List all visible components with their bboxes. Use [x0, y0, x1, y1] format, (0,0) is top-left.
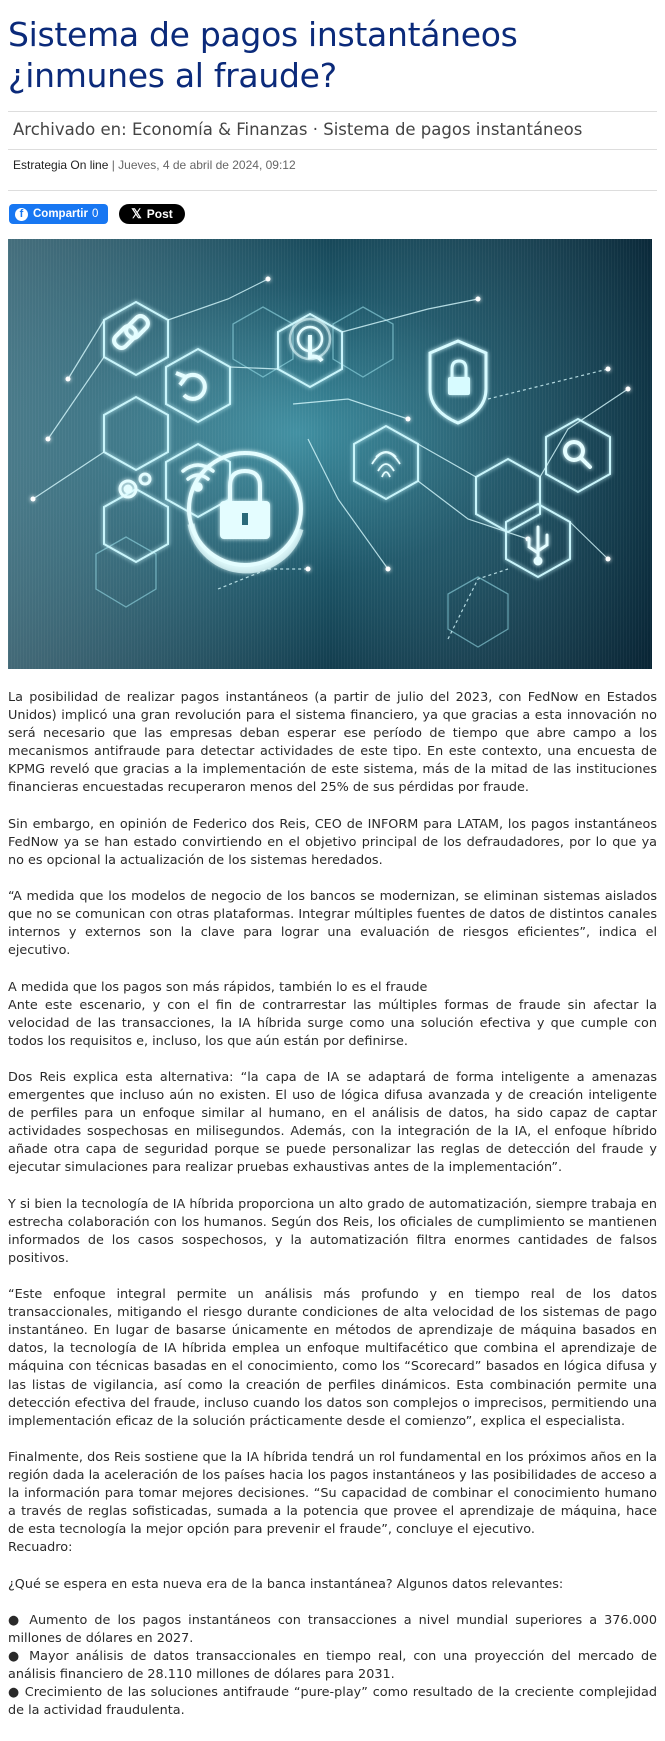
paragraph-4: Ante este escenario, y con el fin de contrarrestar las múltiples formas de fraude sin afectar la velocidad de las transacciones, la IA híbrida surge como una solución efectiva y que cumple con todos los requisitos e, incluso, los que aún están por definirse.: [8, 997, 657, 1049]
author-link[interactable]: Estrategia On line: [13, 158, 109, 172]
box-label: Recuadro:: [8, 1540, 73, 1556]
x-icon: 𝕏: [131, 206, 142, 221]
paragraph-6: Y si bien la tecnología de IA híbrida proporciona un alto grado de automatización, siempre trabaja en estrecha colaboración con los humanos. Según dos Reis, los oficiales de cumplimiento se mantienen informados de los casos sospechosos, y la automatización filtra enormes cantidades de falsos positivos.: [8, 1196, 657, 1266]
share-bar: [8, 191, 657, 239]
facebook-share-button[interactable]: [9, 204, 108, 224]
filed-under: [8, 111, 657, 150]
paragraph-8: Finalmente, dos Reis sostiene que la IA híbrida tendrá un rol fundamental en los próximos años en la región dada la aceleración de los países hacia los pagos instantáneos y las posibilidades de acceso a la información para tomar mejores decisiones. “Su capacidad de combinar el conocimiento humano a través de reglas sofisticadas, sumada a la potencia que provee el aprendizaje de máquina, hace de esta tecnología la mejor opción para prevenir el fraude”, concluye el ejecutivo.: [8, 1449, 657, 1538]
filed-prefix: Archivado en:: [13, 120, 127, 139]
section-heading: A medida que los pagos son más rápidos, también lo es el fraude: [8, 979, 428, 995]
x-post-label: Post: [146, 207, 173, 221]
filed-separator: ·: [312, 120, 318, 139]
facebook-share-label: Compartir: [33, 208, 88, 220]
filed-category-link[interactable]: Economía & Finanzas: [131, 120, 308, 139]
hero-image: [8, 239, 652, 669]
box-intro: ¿Qué se espera en esta nueva era de la banca instantánea? Algunos datos relevantes:: [8, 1576, 564, 1592]
article: [8, 0, 657, 1720]
list-item: ● Crecimiento de las soluciones antifraude “pure-play” como resultado de la creciente complejidad de la actividad fraudulenta.: [8, 1685, 657, 1719]
paragraph-2: Sin embargo, en opinión de Federico dos Reis, CEO de INFORM para LATAM, los pagos instantáneos FedNow ya se han estado convirtiendo en el objetivo principal de los defraudadores, por lo que ya no es opcional la actualización de los sistemas heredados.: [8, 816, 657, 868]
paragraph-1: La posibilidad de realizar pagos instantáneos (a partir de julio del 2023, con FedNow en Estados Unidos) implicó una gran revolución para el sistema financiero, ya que gracias a esta innovación no será necesario que las empresas deban esperar ese período de tiempo que abre campo a los mecanismos antifraude para detectar actividades de este tipo. En este contexto, una encuesta de KPMG reveló que gracias a la implementación de este sistema, más de la mitad de las instituciones financieras encuestadas recuperaron menos del 25% de sus pérdidas por fraude.: [8, 690, 657, 796]
facebook-icon: f: [15, 208, 28, 221]
filed-tag-link[interactable]: Sistema de pagos instantáneos: [323, 120, 583, 139]
page-title: Sistema de pagos instantáneos ¿inmunes al fraude?: [8, 15, 518, 95]
paragraph-5: Dos Reis explica esta alternativa: “la capa de IA se adaptará de forma inteligente a amenazas emergentes que incluso aún no existen. El uso de lógica difusa avanzada y de creación inteligente de perfiles para un enfoque similar al humano, en el análisis de datos, ha sido capaz de captar actividades sospechosas en milisegundos. Además, con la integración de la IA, el enfoque híbrido añade otra capa de seguridad porque se puede personalizar las reglas de detección del fraude y ejecutar simulaciones para realizar pruebas exhaustivas antes de la implementación”.: [8, 1069, 657, 1176]
paragraph-3: “A medida que los modelos de negocio de los bancos se modernizan, se eliminan sistemas aislados que no se comunican con otras plataformas. Integrar múltiples fuentes de datos de distintos canales internos y externos son la clave para lograr una evaluación de riesgos eficientes”, indica el ejecutivo.: [8, 889, 657, 959]
list-item: ● Mayor análisis de datos transaccionales en tiempo real, con una proyección del mercado de análisis financiero de 28.110 millones de dólares para 2031.: [8, 1648, 657, 1683]
article-body: [8, 689, 657, 1720]
paragraph-7: “Este enfoque integral permite un análisis más profundo y en tiempo real de los datos transaccionales, mitigando el riesgo durante condiciones de alta velocidad de los sistemas de pago instantáneo. En lugar de basarse únicamente en métodos de aprendizaje de máquina basados en datos, la tecnología de IA híbrida emplea un enfoque multifacético que combina el aprendizaje de máquina con técnicas basadas en el conocimiento, como los “Scorecard” basados en lógica difusa y las listas de vigilancia, así como la creación de perfiles dinámicos. Esta combinación permite una detección efectiva del fraude, incluso cuando los datos son complejos o imprecisos, permitiendo una implementación eficaz de la solución prácticamente desde el comienzo”, explica el especialista.: [8, 1287, 657, 1429]
list-item: ● Aumento de los pagos instantáneos con transacciones a nivel mundial superiores a 376.000 millones de dólares en 2027.: [8, 1612, 657, 1646]
x-post-button[interactable]: [119, 204, 185, 224]
publish-date: | Jueves, 4 de abril de 2024, 09:12: [111, 158, 296, 172]
facebook-share-count: 0: [91, 208, 99, 220]
byline: [8, 150, 657, 191]
